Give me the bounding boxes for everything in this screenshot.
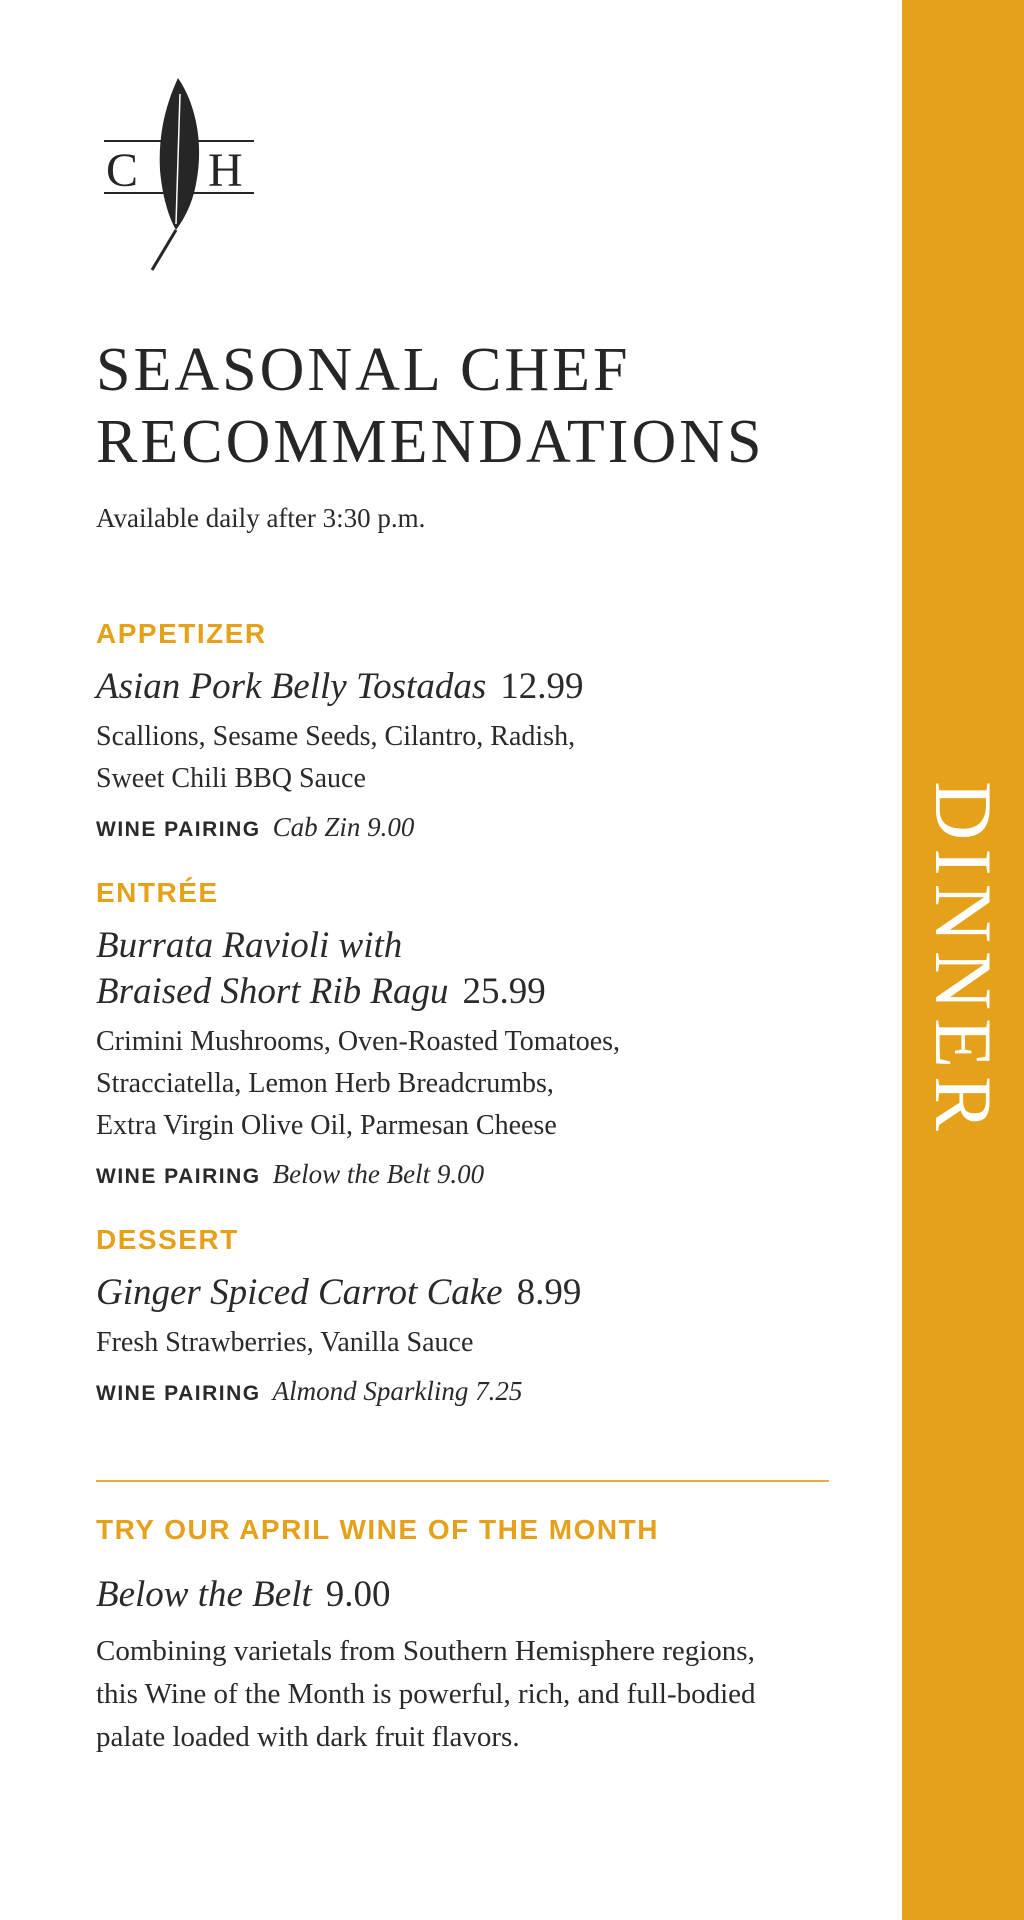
section-entree bbox=[96, 877, 856, 1190]
page-title-line: SEASONAL CHEF bbox=[96, 336, 631, 404]
description-line: Sweet Chili BBQ Sauce bbox=[96, 763, 366, 794]
description-line: palate loaded with dark fruit flavors. bbox=[96, 1721, 520, 1753]
description-line: Combining varietals from Southern Hemisphere regions, bbox=[96, 1635, 755, 1667]
wine-pairing-label: WINE PAIRING bbox=[96, 1382, 261, 1405]
section-appetizer bbox=[96, 618, 856, 843]
dish-description bbox=[96, 716, 856, 800]
description-line: Crimini Mushrooms, Oven-Roasted Tomatoes, bbox=[96, 1026, 621, 1057]
wine-pairing bbox=[96, 1376, 856, 1407]
dish-name: Braised Short Rib Ragu bbox=[96, 971, 449, 1012]
page-title-line: RECOMMENDATIONS bbox=[96, 408, 765, 476]
dish-price: 8.99 bbox=[516, 1272, 582, 1313]
feather-icon bbox=[96, 74, 261, 274]
sidebar bbox=[902, 0, 1024, 1920]
logo-letter-c: C bbox=[106, 144, 139, 197]
wine-pairing-label: WINE PAIRING bbox=[96, 818, 261, 841]
description-line: Stracciatella, Lemon Herb Breadcrumbs, bbox=[96, 1068, 554, 1099]
page-title bbox=[96, 334, 886, 478]
wine-of-the-month bbox=[96, 1514, 856, 1759]
section-heading: TRY OUR APRIL WINE OF THE MONTH bbox=[96, 1514, 659, 1545]
section-heading: ENTRÉE bbox=[96, 877, 219, 908]
dish-description bbox=[96, 1021, 856, 1147]
section-dessert bbox=[96, 1224, 856, 1407]
wine-pairing-value: Below the Belt 9.00 bbox=[272, 1159, 485, 1189]
description-line: Fresh Strawberries, Vanilla Sauce bbox=[96, 1327, 474, 1358]
description-line: Scallions, Sesame Seeds, Cilantro, Radish, bbox=[96, 721, 576, 752]
description-line: this Wine of the Month is powerful, rich, and full-bodied bbox=[96, 1678, 756, 1710]
logo-letter-h: H bbox=[208, 144, 243, 197]
sidebar-label: DINNER bbox=[918, 781, 1009, 1139]
divider bbox=[96, 1480, 829, 1482]
dish-price: 25.99 bbox=[462, 971, 546, 1012]
section-heading: DESSERT bbox=[96, 1224, 239, 1255]
dish-description bbox=[96, 1322, 856, 1364]
dish-price: 12.99 bbox=[500, 666, 584, 707]
section-heading: APPETIZER bbox=[96, 618, 267, 649]
menu-sections bbox=[96, 618, 856, 1441]
wine-pairing-value: Almond Sparkling 7.25 bbox=[272, 1376, 523, 1406]
wine-description bbox=[96, 1630, 856, 1759]
dish-title bbox=[96, 1270, 856, 1316]
logo bbox=[96, 74, 261, 274]
wine-name: Below the Belt bbox=[96, 1574, 312, 1615]
dish-name: Ginger Spiced Carrot Cake bbox=[96, 1272, 503, 1313]
dish-name: Burrata Ravioli with bbox=[96, 925, 403, 966]
wine-pairing-value: Cab Zin 9.00 bbox=[272, 812, 415, 842]
dish-title bbox=[96, 664, 856, 710]
dish-name: Asian Pork Belly Tostadas bbox=[96, 666, 487, 707]
wine-pairing bbox=[96, 812, 856, 843]
wine-pairing-label: WINE PAIRING bbox=[96, 1165, 261, 1188]
wine-price: 9.00 bbox=[325, 1574, 391, 1615]
dish-title bbox=[96, 923, 856, 1015]
availability-note: Available daily after 3:30 p.m. bbox=[96, 503, 426, 533]
wine-title bbox=[96, 1572, 856, 1618]
wine-pairing bbox=[96, 1159, 856, 1190]
description-line: Extra Virgin Olive Oil, Parmesan Cheese bbox=[96, 1110, 557, 1141]
